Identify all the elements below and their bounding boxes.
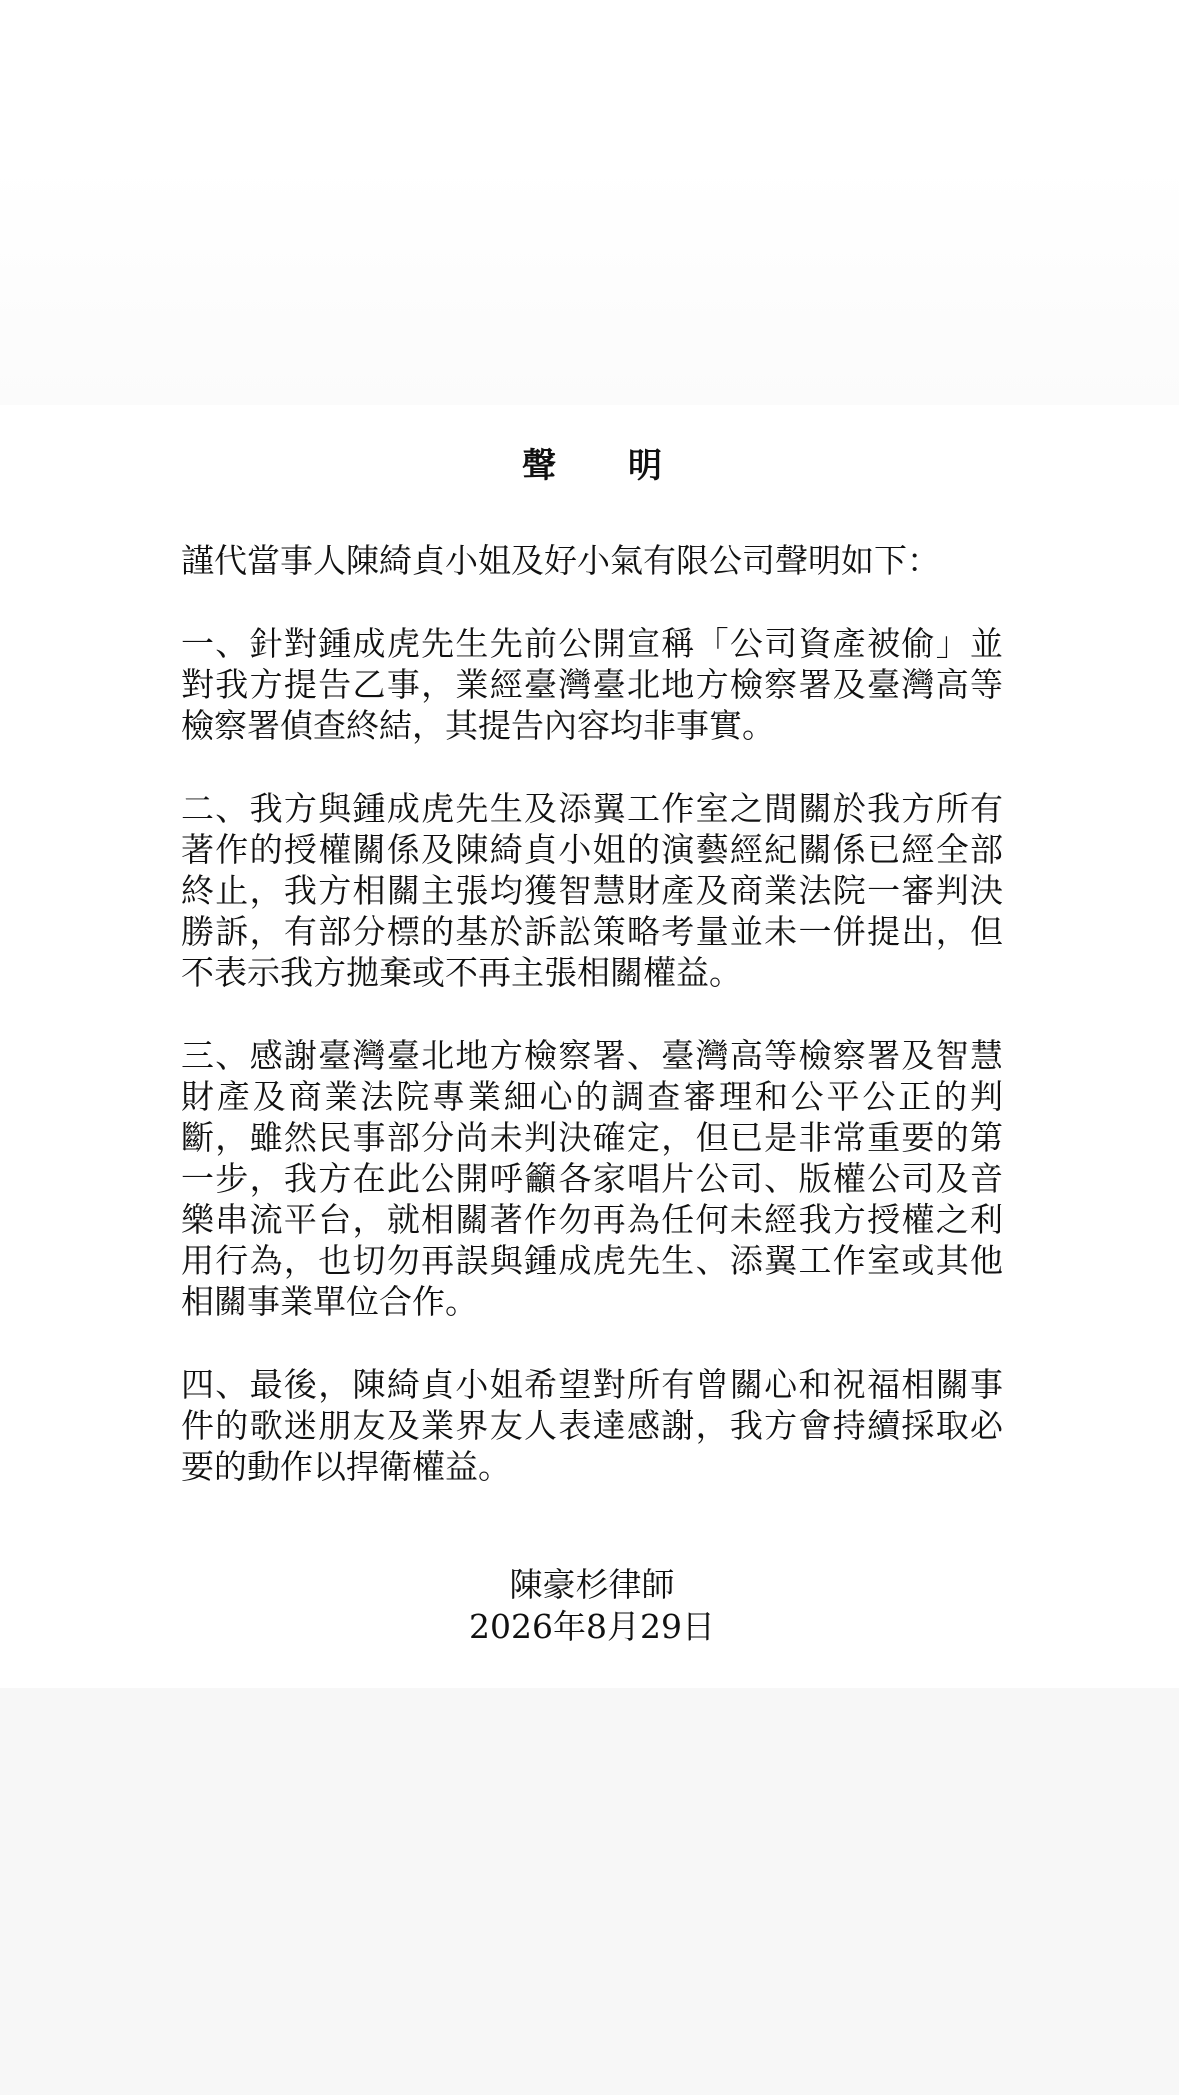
statement-title: 聲明: [522, 446, 734, 486]
statement-intro: 謹代當事人陳綺貞小姐及好小氣有限公司聲明如下：: [181, 541, 940, 580]
statement-paragraph-4: 四、最後，陳綺貞小姐希望對所有曾關心和祝福相關事件的歌迷朋友及業界友人表達感謝，我方會持續採取必要的動作以捍衛權益。: [181, 1365, 1003, 1486]
statement-paragraph-2: 二、我方與鍾成虎先生及添翼工作室之間關於我方所有著作的授權關係及陳綺貞小姐的演藝經紀關係已經全部終止，我方相關主張均獲智慧財產及商業法院一審判決勝訴，有部分標的基於訴訟策略考量並未一併提出，但不表示我方拋棄或不再主張相關權益。: [181, 789, 1003, 992]
statement-body: [181, 435, 1003, 1529]
statement-paragraph-1: 一、針對鍾成虎先生先前公開宣稱「公司資產被偷」並對我方提告乙事，業經臺灣臺北地方檢察署及臺灣高等檢察署偵查終結，其提告內容均非事實。: [181, 624, 1003, 745]
top-background-band: [0, 0, 1179, 405]
statement-paragraph-3: 三、感謝臺灣臺北地方檢察署、臺灣高等檢察署及智慧財產及商業法院專業細心的調查審理和公平公正的判斷，雖然民事部分尚未判決確定，但已是非常重要的第一步，我方在此公開呼籲各家唱片公司、版權公司及音樂串流平台，就相關著作勿再為任何未經我方授權之利用行為，也切勿再誤與鍾成虎先生、添翼工作室或其他相關事業單位合作。: [181, 1036, 1003, 1321]
signer-name: 陳豪杉律師: [509, 1565, 675, 1604]
bottom-background-band: [0, 1688, 1179, 2095]
signature-block: [181, 1564, 1003, 1648]
statement-date: 2026年8月29日: [469, 1607, 715, 1646]
